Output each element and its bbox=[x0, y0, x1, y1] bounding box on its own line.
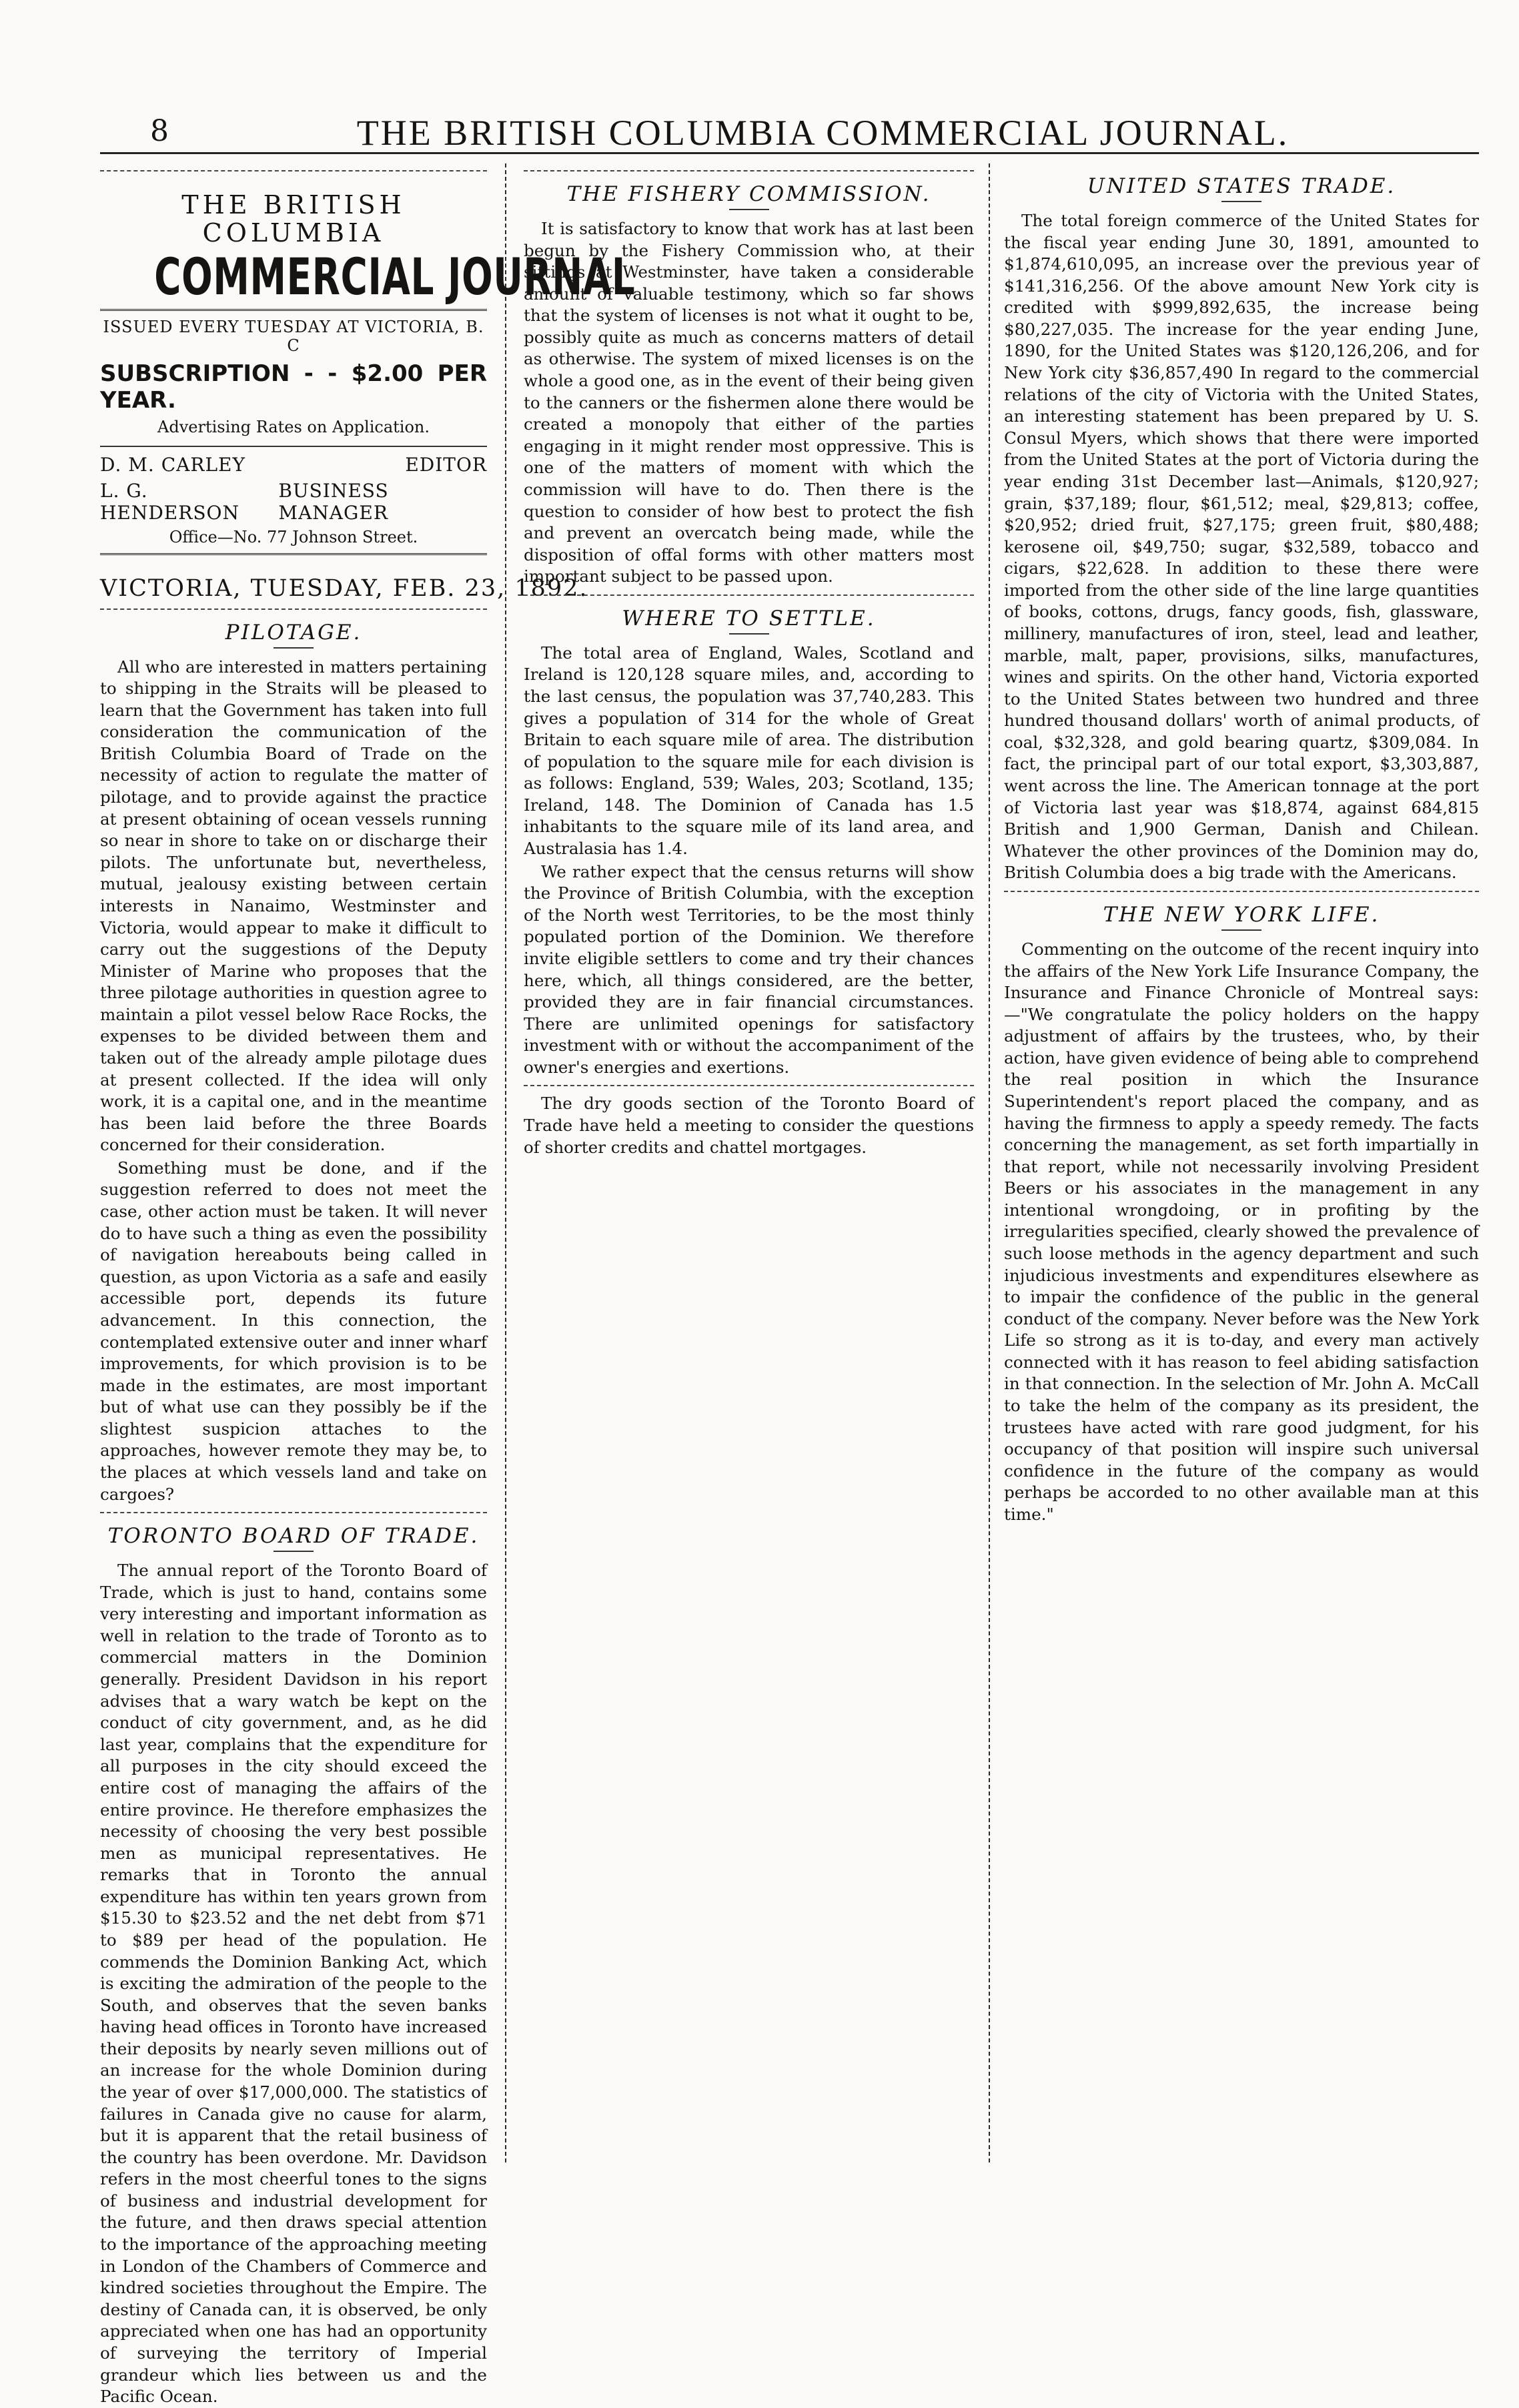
header-rule bbox=[100, 152, 1479, 154]
heading-underline bbox=[274, 1551, 314, 1552]
column-1 bbox=[100, 163, 636, 2407]
masthead-rule bbox=[100, 446, 487, 447]
dateline-rule bbox=[100, 553, 487, 558]
heading-underline bbox=[274, 647, 314, 649]
editor-role: EDITOR bbox=[405, 453, 487, 476]
masthead-line-1: THE BRITISH COLUMBIA bbox=[181, 190, 406, 248]
column-divider bbox=[505, 163, 506, 2162]
editor-name: D. M. CARLEY bbox=[100, 453, 245, 476]
toronto-heading: TORONTO BOARD OF TRADE. bbox=[107, 1524, 480, 1549]
editor-line bbox=[100, 454, 487, 476]
ny-life-heading: THE NEW YORK LIFE. bbox=[1103, 902, 1380, 927]
masthead-top-rule bbox=[100, 170, 487, 171]
pilotage-paragraph-1: All who are interested in matters pertaining to shipping in the Straits will be pleased to learn that the Government has taken into full consideration the communication of the British Columbia Board of Trade on the necessity of action to regulate the matter of pilotage, and to provide against the practice at present obtaining of ocean vessels running so near in shore to take on or discharge their pilots. The unfortunate but, nevertheless, mutual, jealousy existing between certain interests in Nanaimo, Westminster and Victoria, would appear to make it difficult to carry out the suggestions of the Deputy Minister of Marine who proposes that the three pilotage authorities in question agree to maintain a pilot vessel below Race Rocks, the expenses to be divided between them and taken out of the already ample pilotage dues at present collected. If the idea will only work, it is a capital one, and in the meantime has been laid before the three Boards concerned for their consideration. bbox=[100, 657, 487, 1155]
fishery-paragraph-1: It is satisfactory to know that work has at last been begun by the Fishery Commission who, at their sittings at Westminster, have taken a considerable amount of valuable testimony, which so far shows that the system of licenses is not what it ought to be, possibly quite as much as concerns matters of detail as otherwise. The system of mixed licenses is on the whole a good one, as in the event of their being given to the canners or the fishermen alone there would be created a monopoly that either of the parties engaging in it might render most oppressive. This is one of the matters of moment with which the commission will have to do. Then there is the question to consider of how best to protect the fish and prevent an overcatch being made, while the disposition of offal forms with other matters most important subject to be passed upon. bbox=[524, 219, 974, 586]
fishery-heading: THE FISHERY COMMISSION. bbox=[566, 182, 931, 206]
us-trade-heading: UNITED STATES TRADE. bbox=[1087, 174, 1396, 198]
heading-underline bbox=[1221, 929, 1261, 931]
ny-life-paragraph-1: Commenting on the outcome of the recent inquiry into the affairs of the New York Life Insurance Company, the Insurance and Finance Chronicle of Montreal says:—"We congratulate the policy holders on the happy adjustment of affairs by the trustees, who, by their action, have given evidence of being able to comprehend the real position in which the Insurance Superintendent's report placed the company, and as having the firmness to apply a speedy remedy. The facts concerning the management, as set forth impartially in that report, while not necessarily involving President Beers or his associates in the management in any intentional wrongdoing, or in profiting by the irregularities specified, clearly showed the prevalence of such loose methods in the agency department and such injudicious investments and expenditures elsewhere as to impair the confidence of the public in the general conduct of the company. Never before was the New York Life so strong as it is to-day, and every man actively connected with it has reason to feel abiding satisfaction in that connection. In the selection of Mr. John A. McCall to take the helm of the company as its president, the trustees have acted with rare good judgment, for his occupancy of that position will inspire such universal confidence in the future of the company as would perhaps be accorded to no other available man at this time." bbox=[1004, 939, 1479, 1524]
issued-line: ISSUED EVERY TUESDAY AT VICTORIA, B. C bbox=[103, 317, 484, 355]
article-separator bbox=[524, 1085, 974, 1086]
masthead-title: COMMERCIAL JOURNAL bbox=[154, 246, 636, 306]
article-separator bbox=[100, 1512, 487, 1513]
settle-paragraph-1: The total area of England, Wales, Scotland and Ireland is 120,128 square miles, and, according to the last census, the population was 37,740,283. This gives a population of 314 for the whole of Great Britain to each square mile of area. The distribution of population to the square mile for each division is as follows: England, 539; Wales, 203; Scotland, 135; Ireland, 148. The Dominion of Canada has 1.5 inhabitants to the square mile of its land area, and Australasia has 1.4. bbox=[524, 643, 974, 859]
toronto-paragraph-1: The annual report of the Toronto Board of Trade, which is just to hand, contains some very interesting and important information as well in relation to the trade of Toronto as to commercial matters in the Dominion generally. President Davidson in his report advises that a wary watch be kept on the conduct of city government, and, as he did last year, complains that the expenditure for all purposes in the city should exceed the entire cost of managing the affairs of the entire province. He therefore emphasizes the necessity of choosing the very best possible men as municipal representatives. He remarks that in Toronto the annual expenditure has within ten years grown from $15.30 to $23.52 and the net debt from $71 to $89 per head of the population. He commends the Dominion Banking Act, which is exciting the admiration of the people to the South, and observes that the seven banks having head offices in Toronto have increased their deposits by nearly seven millions out of an increase for the whole Dominion during the year of over $17,000,000. The statistics of failures in Canada give no cause for alarm, but it is apparent that the retail business of the country has been overdone. Mr. Davidson refers in the most cheerful tones to the signs of business and industrial development for the future, and then draws special attention to the importance of the approaching meeting in London of the Chambers of Commerce and kindred societies throughout the Empire. The destiny of Canada can, it is observed, be only appreciated when one has had an opportunity of surveying the territory of Imperial grandeur which lies between us and the Pacific Ocean. bbox=[100, 1561, 487, 2407]
heading-underline bbox=[729, 209, 769, 210]
subscription-line: SUBSCRIPTION - - $2.00 PER YEAR. bbox=[100, 360, 487, 414]
manager-role: BUSINESS MANAGER bbox=[278, 479, 389, 524]
running-title: THE BRITISH COLUMBIA COMMERCIAL JOURNAL. bbox=[356, 113, 1290, 153]
running-head bbox=[0, 0, 1519, 163]
settle-paragraph-2: We rather expect that the census returns will show the Province of British Columbia, with the exception of the North west Territories, to be the most thinly populated portion of the Dominion. We therefore invite eligible settlers to come and try their chances here, which, all things considered, are the better, provided they are in fair financial circumstances. There are unlimited openings for satisfactory investment with or without the accompaniment of the owner's energies and exertions. bbox=[524, 861, 974, 1077]
manager-line bbox=[100, 480, 487, 524]
page-number: 8 bbox=[150, 114, 169, 148]
us-trade-paragraph-1: The total foreign commerce of the United States for the fiscal year ending June 30, 1891, amounted to $1,874,610,095, an increase over the previous year of $141,316,256. Of the above amount New York city is credited with $999,892,635, the increase being $80,227,035. The increase for the year ending June, 1890, for the United States was $120,126,206, and for New York city $36,857,490 In regard to the commercial relations of the city of Victoria with the United States, an interesting statement has been prepared by U. S. Consul Myers, which shows that there were imported from the United States at the port of Victoria during the year ending 31st December last—Animals, $120,927; grain, $37,189; flour, $61,512; meal, $29,813; coffee, $20,952; dried fruit, $27,175; green fruit, $80,488; kerosene oil, $49,750; sugar, $32,589, tobacco and cigars, $22,628. In addition to these there were imported from the other side of the line large quantities of books, cottons, drugs, fancy goods, fish, glassware, millinery, manufactures of iron, steel, lead and leather, marble, malt, paper, provisions, silks, manufactures, wines and spirits. On the other hand, Victoria exported to the United States between two hundred and three hundred thousand dollars' worth of animal products, of coal, $32,328, and gold bearing quartz, $309,084. In fact, the principal part of our total export, $3,303,887, went across the line. The American tonnage at the port of Victoria last year was $18,874, against 684,815 British and 1,900 German, Danish and Chilean. Whatever the other provinces of the Dominion may do, British Columbia does a big trade with the Americans. bbox=[1004, 211, 1479, 883]
dateline-dash-rule bbox=[100, 609, 487, 610]
column-2 bbox=[524, 163, 974, 2176]
heading-underline bbox=[729, 633, 769, 635]
article-separator bbox=[1004, 891, 1479, 892]
dry-goods-paragraph: The dry goods section of the Toronto Board of Trade have held a meeting to consider the questions of shorter credits and chattel mortgages. bbox=[524, 1094, 974, 1157]
pilotage-heading: PILOTAGE. bbox=[225, 620, 362, 645]
advertising-line: Advertising Rates on Application. bbox=[157, 417, 430, 436]
manager-name: L. G. HENDERSON bbox=[100, 479, 239, 524]
column-divider bbox=[989, 163, 990, 2162]
column-3 bbox=[1004, 163, 1479, 2176]
masthead-double-rule bbox=[100, 309, 487, 314]
heading-underline bbox=[1221, 201, 1261, 202]
settle-heading: WHERE TO SETTLE. bbox=[622, 606, 876, 631]
article-separator bbox=[524, 170, 974, 171]
office-line: Office—No. 77 Johnson Street. bbox=[169, 527, 418, 546]
pilotage-paragraph-2: Something must be done, and if the suggestion referred to does not meet the case, other action must be taken. It will never do to have such a thing as even the possibility of navigation hereabouts being called in question, as upon Victoria as a safe and easily accessible port, depends its future advancement. In this connection, the contemplated extensive outer and inner wharf improvements, for which provision is to be made in the estimates, are most important but of what use can they possibly be if the slightest suspicion attaches to the approaches, however remote they may be, to the places at which vessels land and take on cargoes? bbox=[100, 1158, 487, 1504]
article-separator bbox=[524, 594, 974, 596]
dateline: VICTORIA, TUESDAY, FEB. 23, 1892. bbox=[100, 574, 588, 602]
